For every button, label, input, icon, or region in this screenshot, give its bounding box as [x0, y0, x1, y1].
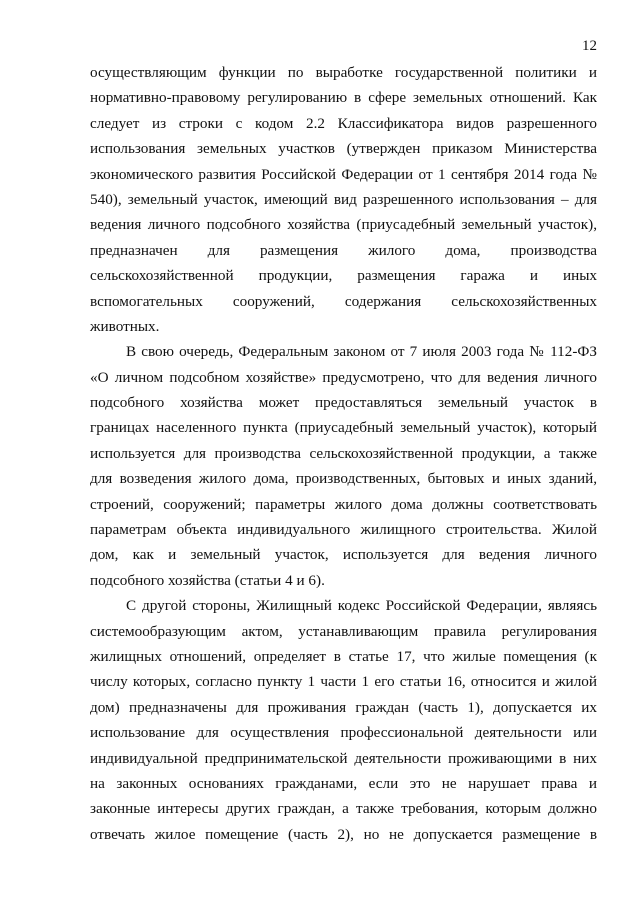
text-line: осуществляющим функции по выработке государственной политики и: [90, 64, 597, 81]
text-line: отвечать жилое помещение (часть 2), но не допускается размещение в: [90, 825, 597, 843]
text-line: экономического развития Российской Федерации от 1 сентября 2014 года №: [90, 165, 597, 183]
text-line: для возведения жилого дома, производственных, бытовых и иных зданий,: [90, 470, 597, 488]
text-line: индивидуальной предпринимательской деятельности проживающими в них: [90, 749, 597, 767]
text-line: подсобного хозяйства (статьи 4 и 6).: [90, 571, 325, 589]
text-line: дом) предназначены для проживания граждан (часть 1), допускается их: [90, 698, 597, 716]
text-line: использование для осуществления профессиональной деятельности или: [90, 724, 597, 742]
text-line: использования земельных участков (утвержден приказом Министерства: [90, 140, 597, 158]
text-line: «О личном подсобном хозяйстве» предусмотрено, что для ведения личного: [90, 368, 597, 386]
text-line: нормативно-правовому регулированию в сфере земельных отношений. Как: [90, 89, 597, 107]
text-line: животных.: [90, 317, 160, 335]
text-line: следует из строки с кодом 2.2 Классификатора видов разрешенного: [90, 114, 597, 132]
text-line: параметрам объекта индивидуального жилищного строительства. Жилой: [90, 521, 597, 539]
text-line: С другой стороны, Жилищный кодекс Российской Федерации, являясь: [126, 597, 597, 615]
text-line: сельскохозяйственной продукции, размещения гаража и иных: [90, 267, 597, 285]
text-line: подсобного хозяйства может предоставляться земельный участок в: [90, 394, 597, 412]
text-line: вспомогательных сооружений, содержания сельскохозяйственных: [90, 292, 597, 310]
page-number: 12: [582, 38, 597, 54]
text-line: системообразующим актом, устанавливающим правила регулирования: [90, 622, 597, 640]
paragraph: [90, 60, 597, 339]
paragraph: [90, 593, 597, 847]
text-line: на законных основаниях гражданами, если это не нарушает права и: [90, 774, 597, 792]
text-line: дом, как и земельный участок, используется для ведения личного: [90, 546, 597, 564]
text-line: ведения личного подсобного хозяйства (приусадебный земельный участок),: [90, 216, 597, 234]
text-line: границах населенного пункта (приусадебный земельный участок), который: [90, 419, 597, 437]
text-line: законные интересы других граждан, а также требования, которым должно: [90, 800, 597, 818]
text-line: числу которых, согласно пункту 1 части 1 его статьи 16, относится и жилой: [90, 673, 597, 691]
document-body: [90, 60, 597, 847]
paragraph: [90, 339, 597, 593]
text-line: строений, сооружений; параметры жилого дома должны соответствовать: [90, 495, 597, 513]
text-line: В свою очередь, Федеральным законом от 7 июля 2003 года № 112-ФЗ: [126, 343, 597, 361]
text-line: предназначен для размещения жилого дома, производства: [90, 241, 597, 259]
text-line: используется для производства сельскохозяйственной продукции, а также: [90, 444, 597, 462]
text-line: 540), земельный участок, имеющий вид разрешенного использования – для: [90, 190, 597, 208]
text-line: жилищных отношений, определяет в статье 17, что жилые помещения (к: [90, 647, 597, 665]
